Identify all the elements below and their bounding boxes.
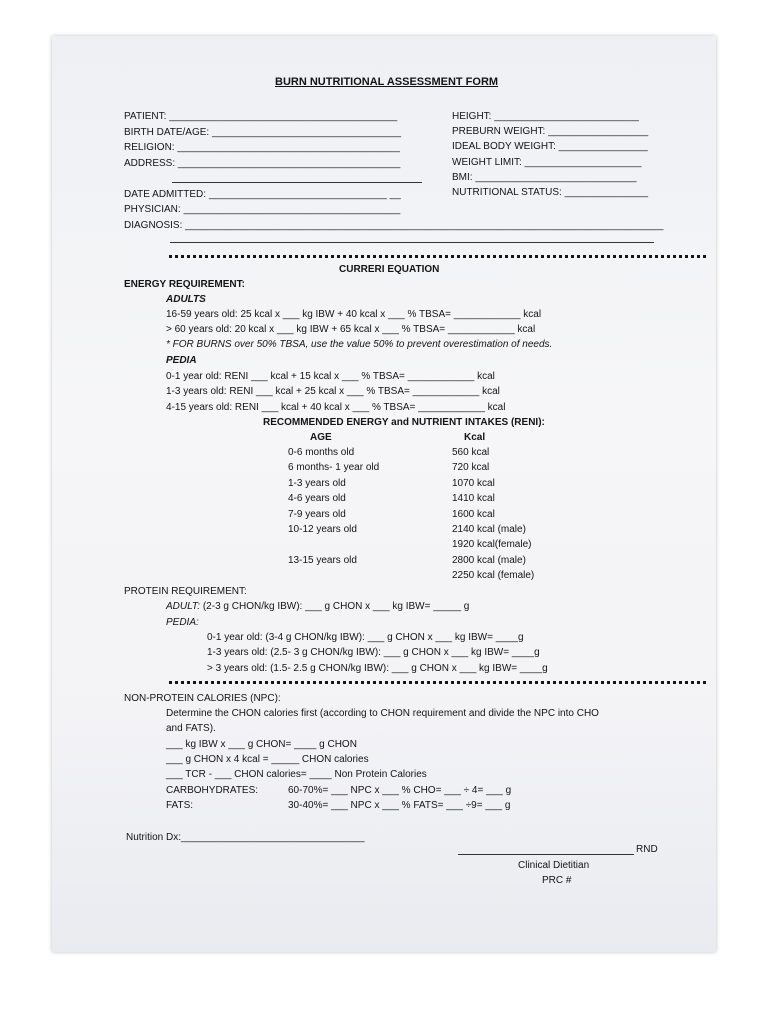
burns-note: * FOR BURNS over 50% TBSA, use the value 50% to prevent overestimation of needs. bbox=[166, 339, 553, 350]
fats-formula: 30-40%= ___ NPC x ___ % FATS= ___ ÷9= ___ g bbox=[288, 800, 511, 811]
adult-formula-16-59: 16-59 years old: 25 kcal x ___ kg IBW + 40 kcal x ___ % TBSA= ____________ kcal bbox=[166, 309, 542, 320]
reni-age: 13-15 years old bbox=[288, 555, 357, 566]
rnd-label: RND bbox=[636, 844, 658, 855]
npc-step-1: ___ kg IBW x ___ g CHON= ____ g CHON bbox=[166, 739, 357, 750]
protein-adult-formula: (2-3 g CHON/kg IBW): ___ g CHON x ___ kg IBW= _____ g bbox=[200, 601, 470, 612]
reni-age: 7-9 years old bbox=[288, 509, 346, 520]
curreri-heading: CURRERI EQUATION bbox=[339, 264, 440, 275]
protein-pedia-0-1: 0-1 year old: (3-4 g CHON/kg IBW): ___ g CHON x ___ kg IBW= ____g bbox=[207, 632, 524, 643]
dotted-divider bbox=[169, 255, 706, 258]
reni-age: 4-6 years old bbox=[288, 493, 346, 504]
reni-age: 0-6 months old bbox=[288, 447, 355, 458]
birth-age-field: BIRTH DATE/AGE: __________________________________ bbox=[124, 127, 402, 138]
address-extra-line bbox=[172, 182, 422, 183]
carbohydrates-label: CARBOHYDRATES: bbox=[166, 785, 259, 796]
reni-age: 1-3 years old bbox=[288, 478, 346, 489]
npc-step-3: ___ TCR - ___ CHON calories= ____ Non Protein Calories bbox=[166, 769, 427, 780]
reni-age: 10-12 years old bbox=[288, 524, 357, 535]
reni-col-age: AGE bbox=[310, 432, 332, 443]
npc-heading: NON-PROTEIN CALORIES (NPC): bbox=[124, 693, 281, 704]
reni-kcal: 1600 kcal bbox=[452, 509, 495, 520]
protein-pedia-label: PEDIA: bbox=[166, 617, 199, 628]
reni-kcal: 2250 kcal (female) bbox=[452, 570, 535, 581]
patient-field: PATIENT: _________________________________________ bbox=[124, 111, 398, 122]
protein-pedia-1-3: 1-3 years old: (2.5- 3 g CHON/kg IBW): ___ g CHON x ___ kg IBW= ____g bbox=[207, 647, 540, 658]
pedia-formula-4-15: 4-15 years old: RENI ___ kcal + 40 kcal x ___ % TBSA= ____________ kcal bbox=[166, 402, 506, 413]
nutrition-dx-field: Nutrition Dx:_________________________________ bbox=[126, 832, 365, 843]
clinical-dietitian-label: Clinical Dietitian bbox=[518, 860, 590, 871]
reni-heading: RECOMMENDED ENERGY and NUTRIENT INTAKES (RENI): bbox=[263, 417, 545, 428]
npc-intro-line-1: Determine the CHON calories first (according to CHON requirement and divide the NPC into CHO bbox=[166, 708, 599, 719]
energy-heading: ENERGY REQUIREMENT: bbox=[124, 279, 245, 290]
date-admitted-field: DATE ADMITTED: ________________________________ __ bbox=[124, 189, 401, 200]
preburn-weight-field: PREBURN WEIGHT: __________________ bbox=[452, 126, 649, 137]
dotted-divider bbox=[169, 681, 706, 684]
religion-field: RELIGION: ________________________________________ bbox=[124, 142, 400, 153]
reni-kcal: 1410 kcal bbox=[452, 493, 495, 504]
protein-adult-line bbox=[166, 600, 469, 613]
pedia-formula-1-3: 1-3 years old: RENI ___ kcal + 25 kcal x ___ % TBSA= ____________ kcal bbox=[166, 386, 500, 397]
diagnosis-field: DIAGNOSIS: ______________________________________________________________________________________ bbox=[124, 220, 664, 231]
reni-kcal: 2800 kcal (male) bbox=[452, 555, 526, 566]
height-field: HEIGHT: __________________________ bbox=[452, 111, 639, 122]
bmi-field: BMI: _____________________________ bbox=[452, 172, 637, 183]
protein-adult-label: ADULT: bbox=[166, 601, 201, 612]
physician-field: PHYSICIAN: _______________________________________ bbox=[124, 204, 401, 215]
scanned-form-page bbox=[52, 36, 716, 952]
carbohydrates-formula: 60-70%= ___ NPC x ___ % CHO= ___ ÷ 4= ___ g bbox=[288, 785, 512, 796]
reni-kcal: 720 kcal bbox=[452, 462, 490, 473]
reni-kcal: 1920 kcal(female) bbox=[452, 539, 532, 550]
npc-step-2: ___ g CHON x 4 kcal = _____ CHON calories bbox=[166, 754, 369, 765]
form-title: BURN NUTRITIONAL ASSESSMENT FORM bbox=[275, 76, 499, 88]
protein-pedia-3-plus: > 3 years old: (1.5- 2.5 g CHON/kg IBW): ___ g CHON x ___ kg IBW= ____g bbox=[207, 663, 548, 674]
reni-kcal: 1070 kcal bbox=[452, 478, 495, 489]
reni-age: 6 months- 1 year old bbox=[288, 462, 380, 473]
adults-label: ADULTS bbox=[166, 294, 206, 305]
reni-kcal: 560 kcal bbox=[452, 447, 490, 458]
protein-heading: PROTEIN REQUIREMENT: bbox=[124, 586, 247, 597]
npc-intro-line-2: and FATS). bbox=[166, 723, 216, 734]
fats-label: FATS: bbox=[166, 800, 194, 811]
pedia-formula-0-1: 0-1 year old: RENI ___ kcal + 15 kcal x ___ % TBSA= ____________ kcal bbox=[166, 371, 495, 382]
reni-col-kcal: Kcal bbox=[464, 432, 486, 443]
diagnosis-extra-line bbox=[170, 242, 654, 243]
adult-formula-60: > 60 years old: 20 kcal x ___ kg IBW + 65 kcal x ___ % TBSA= ____________ kcal bbox=[166, 324, 536, 335]
reni-kcal: 2140 kcal (male) bbox=[452, 524, 526, 535]
ideal-body-weight-field: IDEAL BODY WEIGHT: ________________ bbox=[452, 141, 648, 152]
signature-line bbox=[458, 854, 634, 855]
address-field: ADDRESS: ________________________________________ bbox=[124, 158, 401, 169]
prc-label: PRC # bbox=[542, 875, 572, 886]
weight-limit-field: WEIGHT LIMIT: _____________________ bbox=[452, 157, 642, 168]
nutritional-status-field: NUTRITIONAL STATUS: _______________ bbox=[452, 187, 649, 198]
pedia-label: PEDIA bbox=[166, 355, 197, 366]
